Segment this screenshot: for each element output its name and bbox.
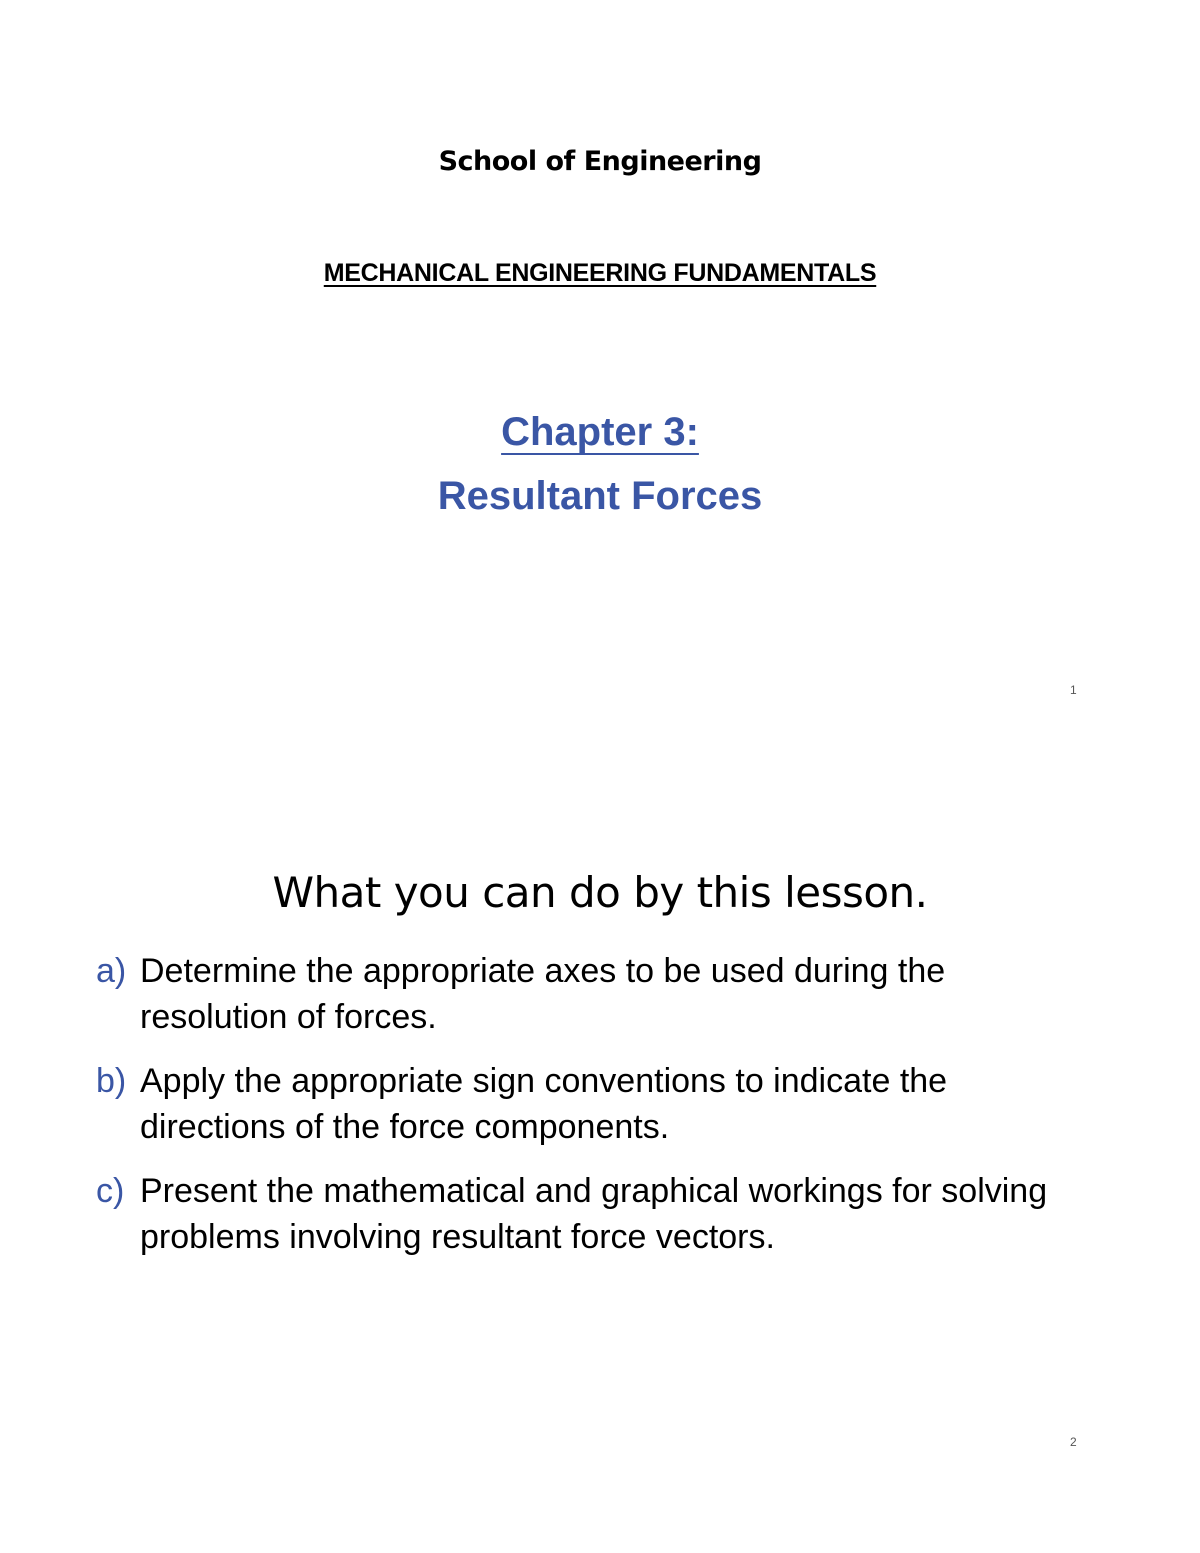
objective-item [96, 1168, 1056, 1260]
objective-marker: a) [96, 952, 127, 990]
objective-text: Determine the appropriate axes to be used during the resolution of forces. [140, 952, 946, 1036]
chapter-title: Chapter 3: [501, 410, 699, 454]
school-title: School of Engineering [438, 146, 762, 177]
objective-item [96, 1058, 1056, 1150]
objective-text: Apply the appropriate sign conventions to indicate the directions of the force components. [140, 1062, 948, 1146]
objectives-list [96, 948, 1056, 1278]
slide-1 [0, 0, 1200, 776]
objective-marker: b) [96, 1062, 127, 1100]
chapter-subtitle: Resultant Forces [437, 474, 763, 518]
objective-marker: c) [96, 1172, 125, 1210]
lesson-heading: What you can do by this lesson. [272, 868, 928, 917]
objective-item [96, 948, 1056, 1040]
slide-2 [0, 776, 1200, 1553]
page-number: 1 [1070, 683, 1077, 697]
course-title: MECHANICAL ENGINEERING FUNDAMENTALS [323, 259, 877, 287]
page-number: 2 [1070, 1435, 1077, 1449]
objective-text: Present the mathematical and graphical workings for solving problems involving resultant force vectors. [140, 1172, 1048, 1256]
